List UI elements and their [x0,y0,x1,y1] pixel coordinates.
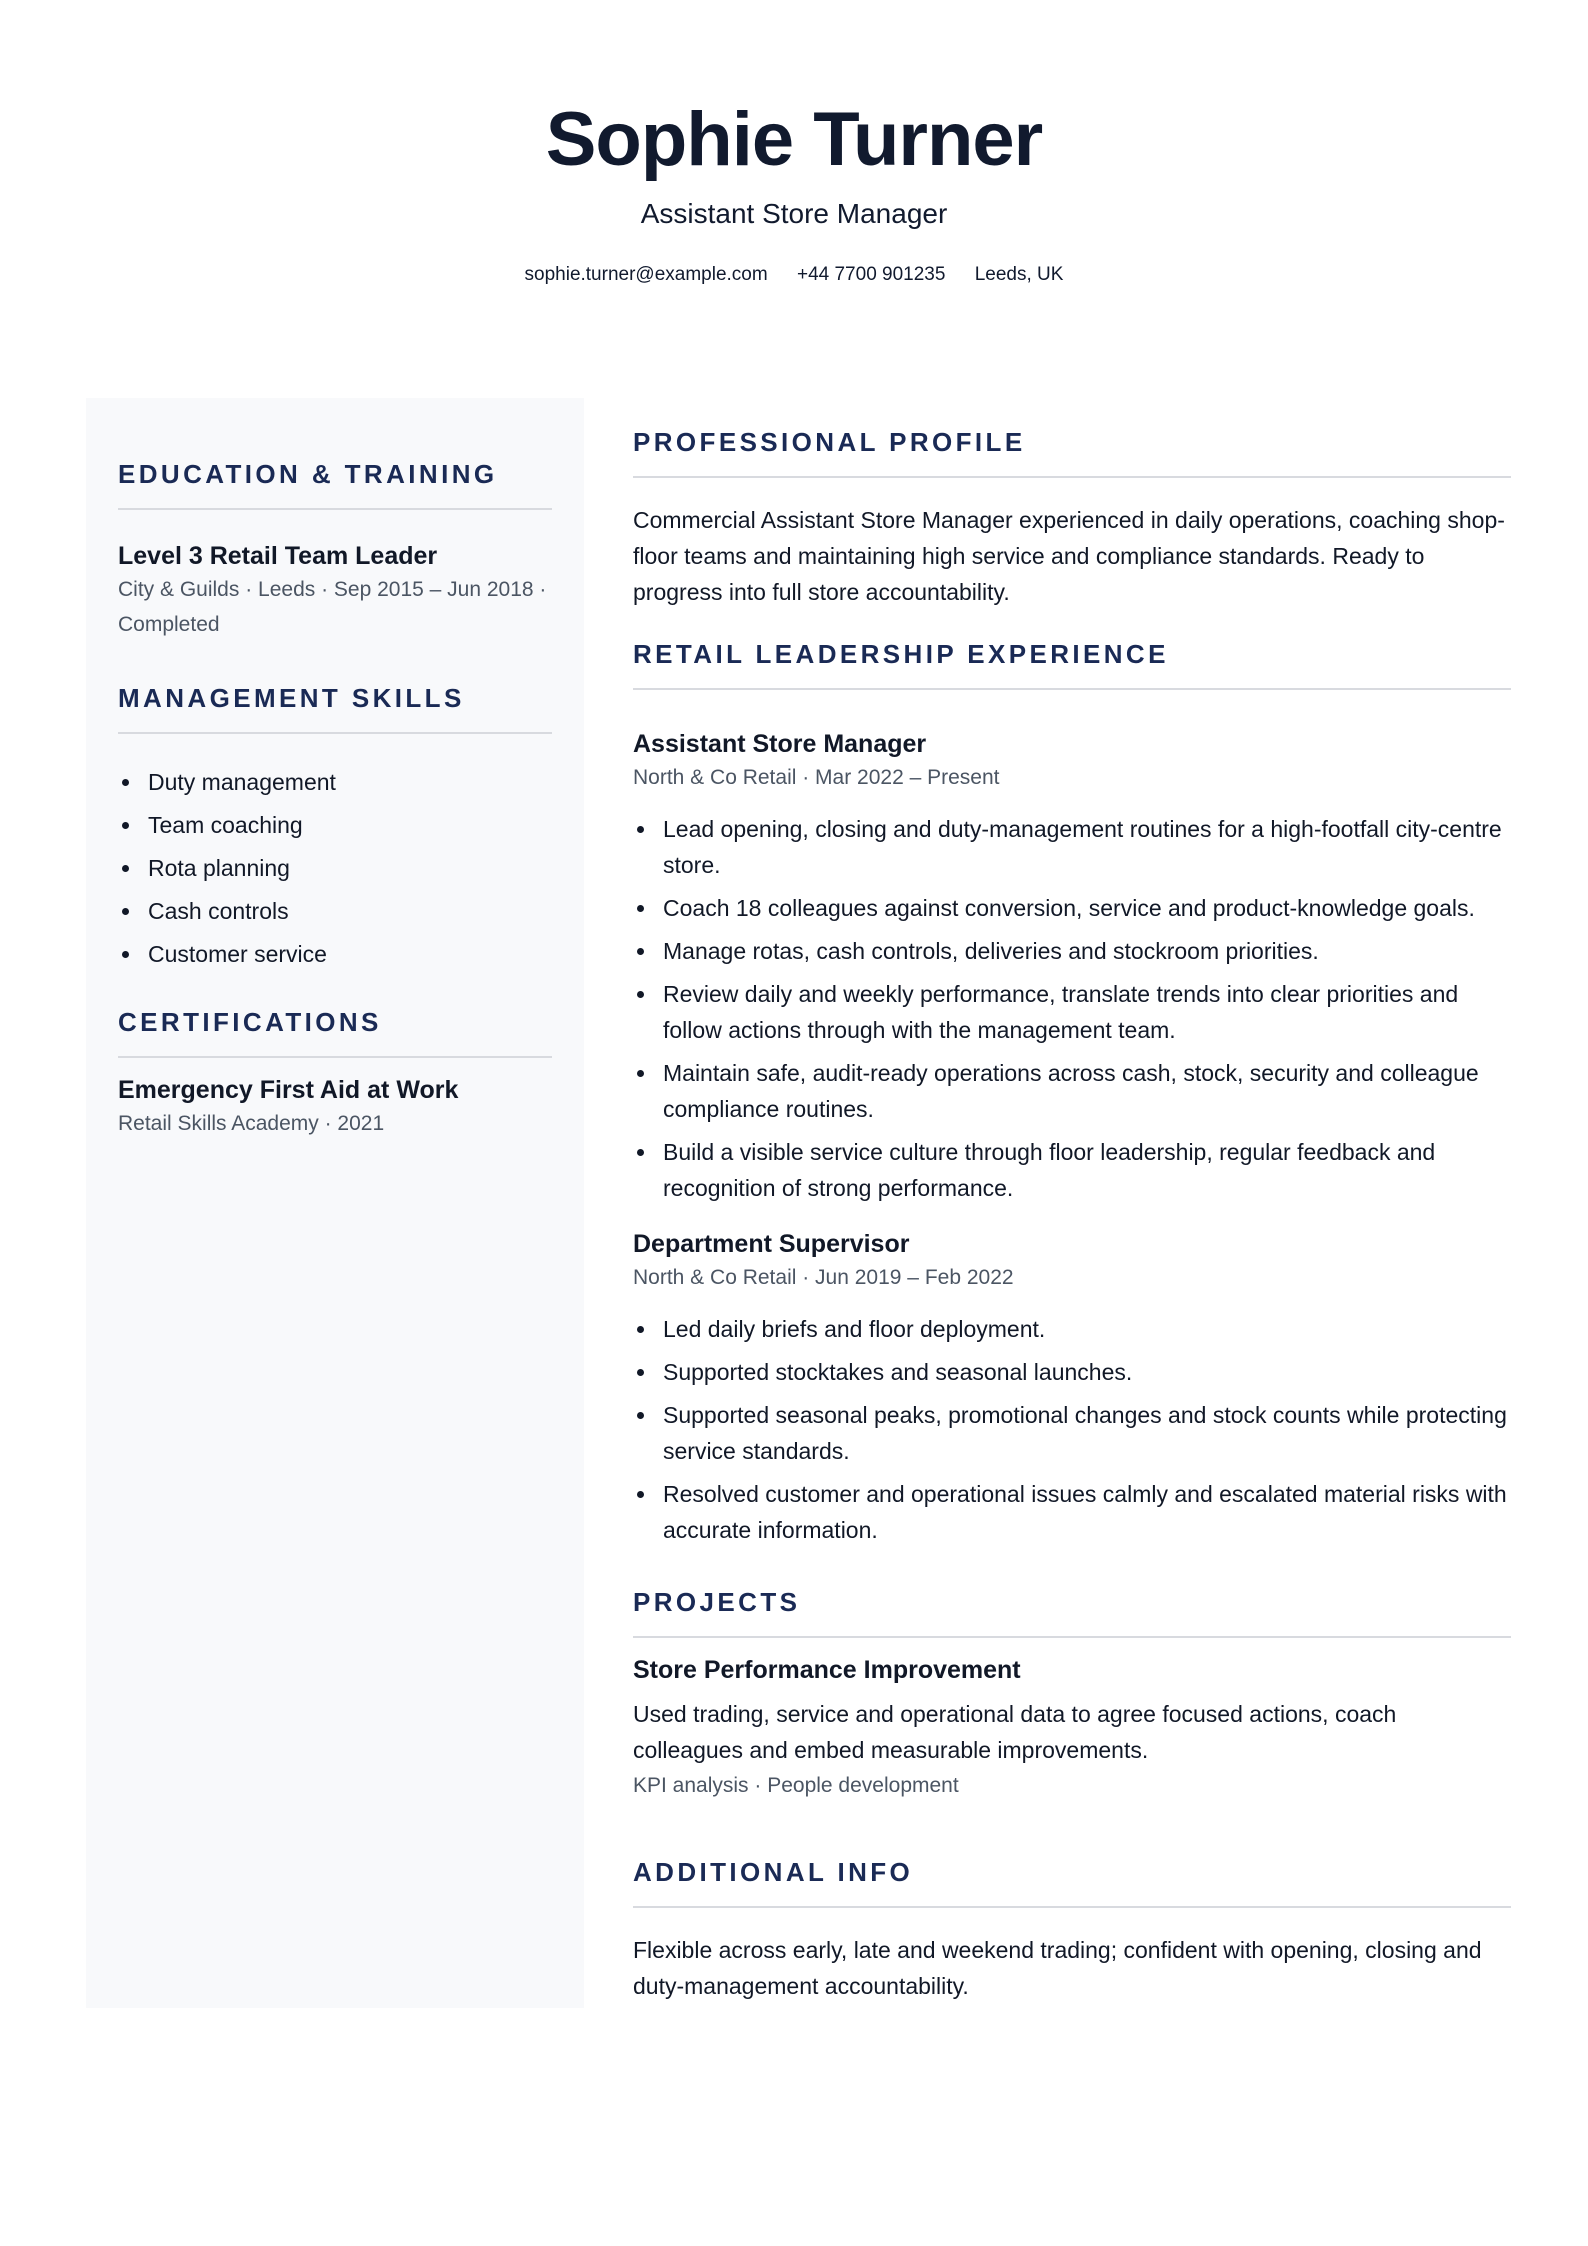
certification-item-title: Emergency First Aid at Work [118,1076,459,1104]
job-meta: North & Co Retail · Mar 2022 – Present [633,766,1000,789]
project-text: Used trading, service and operational data to agree focused actions, coach colleagues and embed measurable improvements. [633,1701,1397,1763]
project-title: Store Performance Improvement [633,1656,1021,1684]
job-bullet: Review daily and weekly performance, translate trends into clear priorities and follow actions through with the management team. [633,976,1511,1048]
job-bullet: Supported stocktakes and seasonal launches. [633,1354,1511,1390]
section-title-experience: RETAIL LEADERSHIP EXPERIENCE [633,638,1511,690]
education-item-title: Level 3 Retail Team Leader [118,542,438,570]
job-bullets [633,811,1511,1206]
job-meta: North & Co Retail · Jun 2019 – Feb 2022 [633,1266,1014,1289]
job-entry [633,728,1511,1206]
job-title: Department Supervisor [633,1230,910,1258]
job-bullet: Supported seasonal peaks, promotional changes and stock counts while protecting service standards. [633,1397,1511,1469]
contact-location: Leeds, UK [974,264,1064,285]
profile-text: Commercial Assistant Store Manager experienced in daily operations, coaching shop-floor teams and maintaining high service and compliance standards. Ready to progress into full store accountability. [633,507,1505,605]
section-title-profile: PROFESSIONAL PROFILE [633,426,1511,478]
job-title: Assistant Store Manager [633,730,927,758]
additional-text: Flexible across early, late and weekend trading; confident with opening, closing and duty-management accountability. [633,1937,1482,1999]
job-bullets [633,1311,1511,1548]
job-bullet: Lead opening, closing and duty-management routines for a high-footfall city-centre store. [633,811,1511,883]
projects-section [633,1586,1511,1803]
job-entry [633,1228,1511,1548]
contact-email[interactable]: sophie.turner@example.com [524,264,768,285]
job-bullet: Maintain safe, audit-ready operations across cash, stock, security and colleague compliance routines. [633,1055,1511,1127]
job-bullet: Manage rotas, cash controls, deliveries and stockroom priorities. [633,933,1511,969]
candidate-role: Assistant Store Manager [640,198,948,229]
sidebar [86,398,584,2008]
skill-item: Customer service [118,936,552,972]
section-title-additional: ADDITIONAL INFO [633,1856,1511,1908]
certifications-section [118,1006,552,1141]
job-bullet: Led daily briefs and floor deployment. [633,1311,1511,1347]
section-title-projects: PROJECTS [633,1586,1511,1638]
skill-item: Team coaching [118,807,552,843]
contact-phone[interactable]: +44 7700 901235 [796,264,946,285]
section-title-skills: MANAGEMENT SKILLS [118,682,552,734]
certification-item-meta: Retail Skills Academy · 2021 [118,1112,385,1135]
skill-item: Duty management [118,764,552,800]
experience-section [633,638,1511,1548]
education-section [118,458,552,642]
skill-item: Rota planning [118,850,552,886]
section-title-certifications: CERTIFICATIONS [118,1006,552,1058]
skills-list [118,764,552,972]
section-title-education: EDUCATION & TRAINING [118,458,552,510]
contact-line [0,262,1588,288]
skills-section [118,682,552,972]
job-bullet: Resolved customer and operational issues calmly and escalated material risks with accurate information. [633,1476,1511,1548]
project-meta: KPI analysis · People development [633,1774,959,1797]
candidate-name: Sophie Turner [545,97,1043,182]
profile-section [633,426,1511,610]
skill-item: Cash controls [118,893,552,929]
job-bullet: Build a visible service culture through floor leadership, regular feedback and recognition of strong performance. [633,1134,1511,1206]
job-bullet: Coach 18 colleagues against conversion, service and product-knowledge goals. [633,890,1511,926]
education-item-meta: City & Guilds · Leeds · Sep 2015 – Jun 2018 · [118,578,547,601]
additional-section [633,1856,1511,2004]
education-item-status: Completed [118,613,220,636]
